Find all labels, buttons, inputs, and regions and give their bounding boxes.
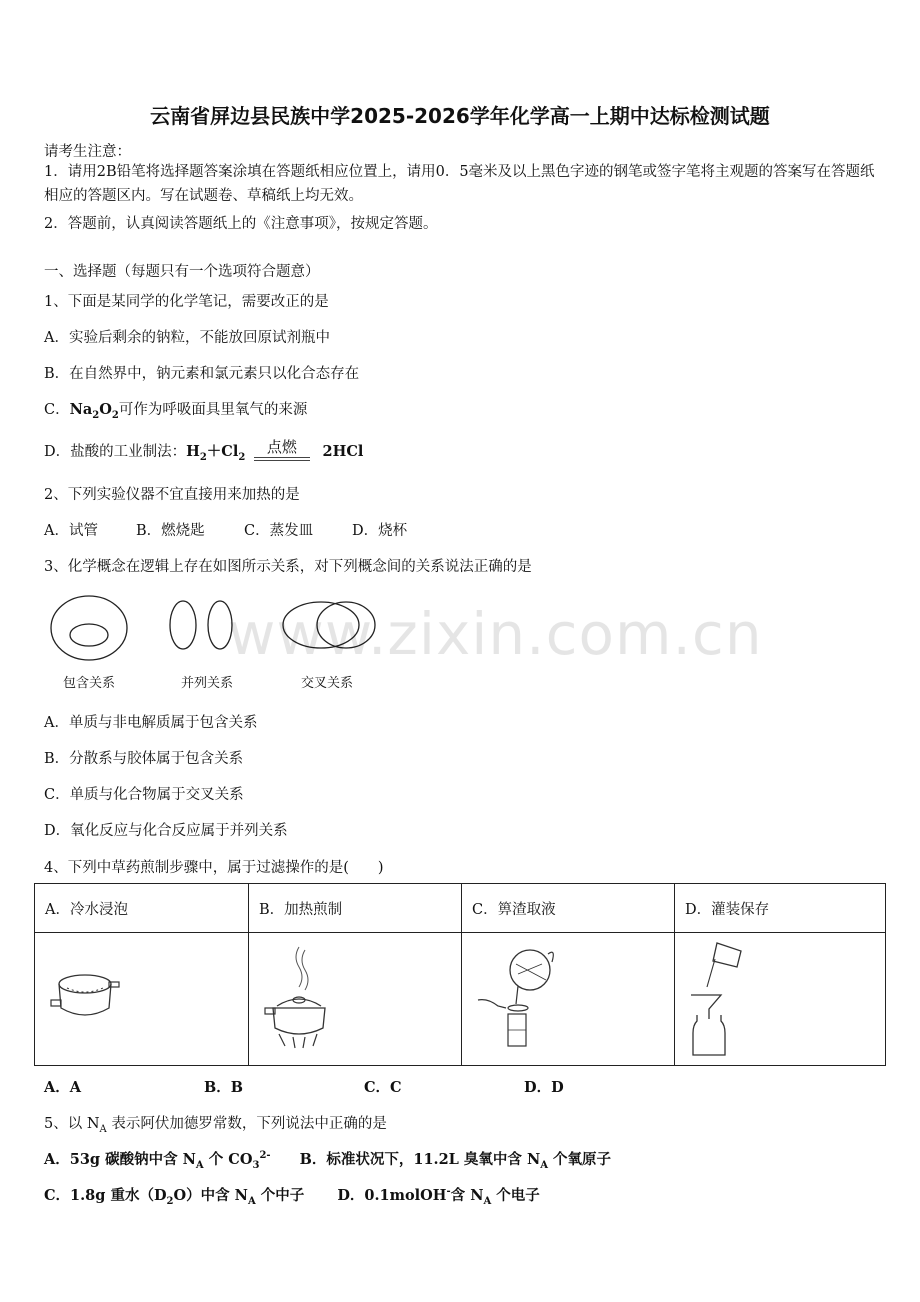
q2-option-a: A．试管 — [44, 523, 98, 539]
q4-image-a — [35, 933, 249, 1066]
q2-option-b: B．燃烧匙 — [136, 523, 205, 539]
table-row — [35, 933, 886, 1066]
q1-option-d — [44, 437, 364, 463]
q5-c-mid: O）中含 N — [173, 1187, 248, 1204]
q5-stem — [44, 1112, 387, 1135]
q4-header-c: C．箅渣取液 — [462, 884, 675, 933]
notice-item-2: 2．答题前，认真阅读答题纸上的《注意事项》，按规定答题。 — [44, 216, 438, 232]
q2-option-d: D．烧杯 — [352, 523, 408, 539]
q1-c-rest: 可作为呼吸面具里氧气的来源 — [118, 402, 308, 418]
label-parallel: 并列关系 — [181, 676, 234, 691]
q3-option-b: B．分散系与胶体属于包含关系 — [44, 751, 244, 767]
q5-c-post: 个中子 — [255, 1187, 305, 1204]
outer-ellipse — [51, 596, 127, 660]
q1-option-a: A．实验后剩余的钠粒，不能放回原试剂瓶中 — [44, 330, 330, 346]
label-contain: 包含关系 — [63, 676, 116, 691]
q2-option-c: C．蒸发皿 — [244, 523, 314, 539]
q3-stem: 3、化学概念在逻辑上存在如图所示关系，对下列概念间的关系说法正确的是 — [44, 559, 532, 575]
double-bar-icon — [254, 457, 310, 461]
q5-d-sup: - — [446, 1186, 451, 1198]
q1-d-sub2: 2 — [238, 451, 246, 463]
q5-d-pre: D．0.1molOH — [337, 1187, 447, 1204]
q4-header-a: A．冷水浸泡 — [35, 884, 249, 933]
q5-b-post: 个氧原子 — [548, 1151, 612, 1168]
q1-c-formula: Na — [69, 401, 93, 418]
q5-stem-pre: 5、以 N — [44, 1116, 100, 1132]
q5-b-sub: A — [540, 1159, 548, 1171]
q1-c-o: O — [99, 401, 112, 418]
q3-option-d: D．氧化反应与化合反应属于并列关系 — [44, 823, 288, 839]
q4-options — [44, 1076, 564, 1097]
notice-heading: 请考生注意： — [44, 144, 131, 160]
q5-a-pre: A．53g 碳酸钠中含 N — [44, 1151, 196, 1168]
reaction-condition-text: 点燃 — [266, 437, 297, 456]
q5-stem-post: 表示阿伏加德罗常数，下列说法中正确的是 — [106, 1116, 387, 1132]
q5-options-cd — [44, 1184, 540, 1207]
q5-a-sub: A — [195, 1159, 204, 1171]
q1-c-sub2: 2 — [111, 409, 119, 421]
q5-option-b — [299, 1151, 612, 1171]
page-title: 云南省屏边县民族中学2025-2026学年化学高一上期中达标检测试题 — [150, 104, 770, 128]
parallel-ellipse-left — [170, 601, 196, 649]
watermark: www.zixin.com.cn — [228, 600, 763, 668]
q4-option-d: D．D — [524, 1079, 564, 1096]
q1-option-b: B．在自然界中，钠元素和氯元素只以化合态存在 — [44, 366, 360, 382]
q1-d-product: 2HCl — [322, 443, 364, 460]
q1-c-prefix: C． — [44, 402, 70, 418]
q4-stem: 4、下列中草药煎制步骤中，属于过滤操作的是( ) — [44, 860, 384, 876]
soaking-pot-icon — [45, 962, 125, 1032]
filtering-icon — [472, 940, 572, 1055]
q5-c-sub: 2 — [166, 1195, 174, 1207]
q4-option-a: A．A — [44, 1079, 82, 1096]
q5-a-mid: 个 CO — [203, 1151, 253, 1168]
q5-c-pre: C．1.8g 重水（D — [44, 1187, 167, 1204]
q5-d-sub: A — [483, 1195, 492, 1207]
section-heading: 一、选择题（每题只有一个选项符合题意） — [44, 264, 320, 280]
q4-table — [34, 883, 886, 1066]
heating-pot-icon — [259, 942, 339, 1052]
reaction-condition — [254, 437, 310, 463]
q2-stem: 2、下列实验仪器不宜直接用来加热的是 — [44, 487, 300, 503]
q5-options-ab — [44, 1148, 611, 1171]
label-cross: 交叉关系 — [301, 676, 354, 691]
q4-header-b: B．加热煎制 — [249, 884, 462, 933]
q1-d-plus: ＋Cl — [206, 443, 239, 460]
q4-option-b: B．B — [204, 1079, 244, 1096]
q1-c-sub1: 2 — [92, 409, 100, 421]
q5-d-mid: 含 N — [450, 1187, 484, 1204]
q2-options — [44, 519, 407, 540]
q1-stem: 1、下面是某同学的化学笔记，需要改正的是 — [44, 294, 329, 310]
q1-d-h: H — [186, 443, 200, 460]
q5-option-a — [44, 1150, 271, 1171]
q5-option-c — [44, 1187, 305, 1207]
q5-b-pre: B．标准状况下，11.2L 臭氧中含 N — [299, 1151, 541, 1168]
q4-header-d: D．灌装保存 — [675, 884, 886, 933]
q5-stem-sub: A — [99, 1123, 107, 1135]
q3-option-a: A．单质与非电解质属于包含关系 — [44, 715, 258, 731]
q5-a-sup: 2- — [259, 1150, 271, 1162]
table-row — [35, 884, 886, 933]
bottling-icon — [685, 937, 765, 1057]
q1-d-prefix: D．盐酸的工业制法： — [44, 444, 187, 460]
q5-c-sub2: A — [247, 1195, 256, 1207]
q1-d-sub: 2 — [199, 451, 207, 463]
q4-image-d — [675, 933, 886, 1066]
q5-d-post: 个电子 — [491, 1187, 540, 1204]
q5-a-sub2: 3 — [252, 1159, 260, 1171]
q4-option-c: C．C — [364, 1079, 402, 1096]
q4-image-c — [462, 933, 675, 1066]
q1-option-c — [44, 398, 307, 421]
inner-ellipse — [70, 624, 108, 646]
q4-image-b — [249, 933, 462, 1066]
q3-option-c: C．单质与化合物属于交叉关系 — [44, 787, 244, 803]
notice-item-1: 1．请用2B铅笔将选择题答案涂填在答题纸相应位置上，请用0．5毫米及以上黑色字迹的钢笔或签字笔将主观题的答案写在答题纸相应的答题区内。写在试题卷、草稿纸上均无效。 — [44, 164, 875, 204]
q5-option-d — [337, 1186, 540, 1207]
